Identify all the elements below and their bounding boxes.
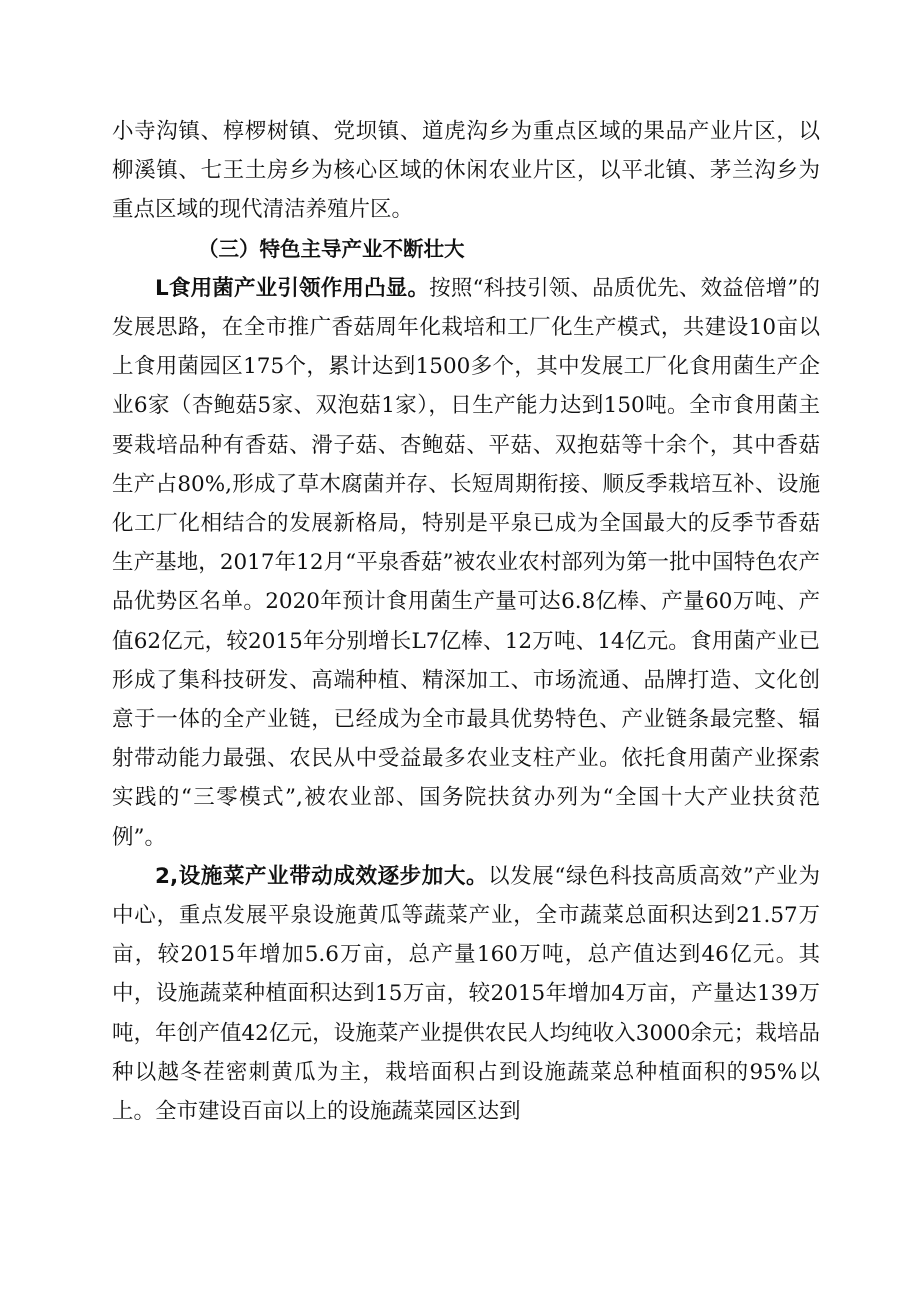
paragraph-edible-fungi: [112, 269, 820, 857]
paragraph-edible-fungi-lead: L食用菌产业引领作用凸显。: [155, 275, 430, 301]
paragraph-greenhouse-vegetables: [112, 857, 820, 1131]
paragraph-greenhouse-vegetables-lead: 2,设施菜产业带动成效逐步加大。: [155, 863, 489, 889]
intro-paragraph: 小寺沟镇、椁椤树镇、党坝镇、道虎沟乡为重点区域的果品产业片区，以柳溪镇、七王土房乡为核心区域的休闲农业片区，以平北镇、茅兰沟乡为重点区域的现代清洁养殖片区。: [112, 119, 820, 223]
paragraph-greenhouse-vegetables-body: 以发展“绿色科技高质高效”产业为中心，重点发展平泉设施黄瓜等蔬菜产业，全市蔬菜总面积达到21.57万亩，较2015年增加5.6万亩，总产量160万吨，总产值达到46亿元。其中，设施蔬菜种植面积达到15万亩，较2015年增加4万亩，产量达139万吨，年创产值42亿元，设施菜产业提供农民人均纯收入3000余元；栽培品种以越冬茬密刺黄瓜为主，栽培面积占到设施蔬菜总种植面积的95%以上。全市建设百亩以上的设施蔬菜园区达到: [112, 863, 821, 1125]
paragraph-edible-fungi-body: 按照“科技引领、品质优先、效益倍增”的发展思路，在全市推广香菇周年化栽培和工厂化生产模式，共建设10亩以上食用菌园区175个，累计达到1500多个，其中发展工厂化食用菌生产企业6家（杏鲍菇5家、双泡菇1家），日生产能力达到150吨。全市食用菌主要栽培品种有香菇、滑子菇、杏鲍菇、平菇、双抱菇等十余个，其中香菇生产占80%,形成了草木腐菌并存、长短周期衔接、顺反季栽培互补、设施化工厂化相结合的发展新格局，特别是平泉已成为全国最大的反季节香菇生产基地，2017年12月“平泉香菇”被农业农村部列为第一批中国特色农产品优势区名单。2020年预计食用菌生产量可达6.8亿棒、产量60万吨、产值62亿元，较2015年分别增长L7亿棒、12万吨、14亿元。食用菌产业已形成了集科技研发、高端种植、精深加工、市场流通、品牌打造、文化创意于一体的全产业链，已经成为全市最具优势特色、产业链条最完整、辐射带动能力最强、农民从中受益最多农业支柱产业。依托食用菌产业探索实践的“三零模式”,被农业部、国务院扶贫办列为“全国十大产业扶贫范例”。: [112, 275, 820, 850]
section-heading: （三）特色主导产业不断壮大: [198, 236, 465, 261]
document-page: [112, 112, 820, 1131]
